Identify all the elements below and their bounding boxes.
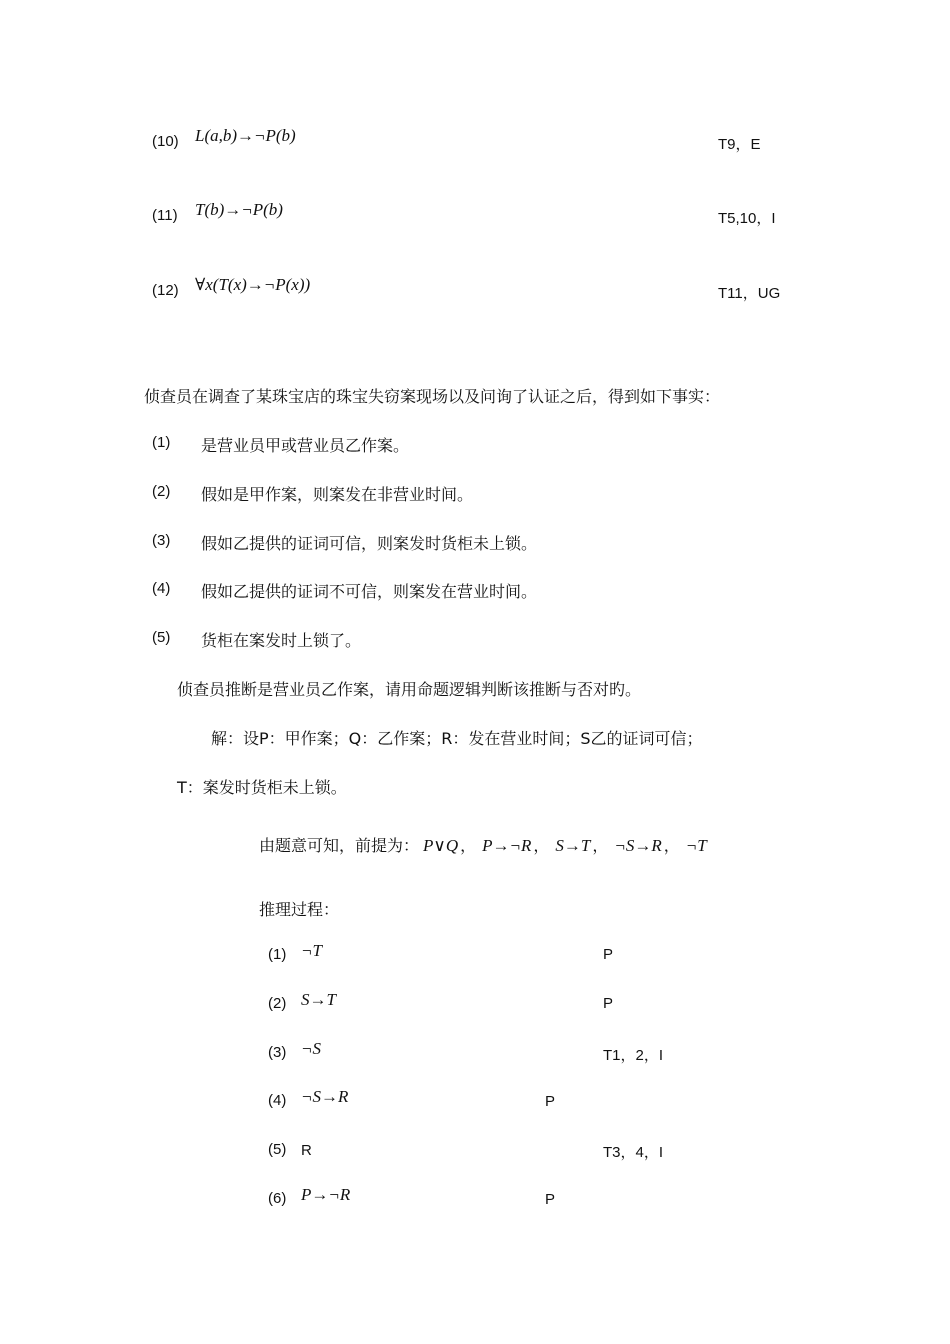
rule: P [545, 1191, 556, 1208]
formula: R [301, 1142, 312, 1159]
formula: ¬T [301, 941, 322, 960]
problem-question: 侦查员推断是营业员乙作案，请用命题逻辑判断该推断与否对旳。 [177, 680, 642, 699]
premise: S→T [555, 836, 591, 855]
formula: ¬S→R [301, 1087, 349, 1106]
separator: ， [663, 836, 680, 855]
fact-text: 是营业员甲或营业员乙作案。 [201, 436, 410, 455]
premises-line [259, 833, 707, 856]
premise: ¬S→R [614, 836, 662, 855]
step-number: (5) [268, 1141, 287, 1158]
formula: P→¬R [301, 1185, 351, 1204]
formula: T(b)→¬P(b) [195, 200, 283, 219]
premise: ¬T [685, 836, 707, 855]
step-number: (6) [268, 1190, 287, 1207]
step-number: (4) [268, 1092, 287, 1109]
problem-intro: 侦查员在调查了某珠宝店的珠宝失窃案现场以及问询了认证之后，得到如下事实： [144, 387, 721, 406]
fact-number: (1) [152, 434, 171, 451]
rule: P [603, 995, 614, 1012]
rule: T5,10，I [718, 210, 776, 227]
fact-number: (3) [152, 532, 171, 549]
separator: ， [592, 836, 609, 855]
rule: T11，UG [718, 285, 781, 302]
fact-number: (2) [152, 483, 171, 500]
step-number: (1) [268, 946, 287, 963]
formula: ∀x(T(x)→¬P(x)) [195, 275, 311, 294]
formula: S→T [301, 990, 336, 1009]
separator: ， [533, 836, 550, 855]
step-number: (2) [268, 995, 287, 1012]
step-number: (11) [152, 207, 178, 224]
fact-number: (4) [152, 580, 171, 597]
separator: ， [460, 836, 477, 855]
solution-definitions-cont: T：案发时货柜未上锁。 [177, 778, 347, 797]
premise: P→¬R [482, 836, 532, 855]
fact-text: 货柜在案发时上锁了。 [201, 631, 362, 650]
premise-label: 由题意可知，前提为： [259, 836, 420, 855]
step-number: (3) [268, 1044, 287, 1061]
rule: T9，E [718, 136, 761, 153]
step-number: (10) [152, 133, 179, 150]
fact-text: 假如乙提供的证词可信，则案发时货柜未上锁。 [201, 534, 538, 553]
fact-text: 假如是甲作案，则案发在非营业时间。 [201, 485, 474, 504]
reasoning-label: 推理过程： [259, 900, 340, 919]
rule: P [603, 946, 614, 963]
formula: L(a,b)→¬P(b) [195, 126, 296, 145]
solution-definitions: 解：设P：甲作案；Q：乙作案；R：发在营业时间；S乙的证词可信； [211, 729, 703, 748]
fact-text: 假如乙提供的证词不可信，则案发在营业时间。 [201, 582, 538, 601]
step-number: (12) [152, 282, 179, 299]
premise: P∨Q [423, 836, 459, 855]
formula: ¬S [301, 1039, 321, 1058]
rule: T3，4，I [603, 1144, 664, 1161]
fact-number: (5) [152, 629, 171, 646]
rule: T1，2，I [603, 1047, 664, 1064]
rule: P [545, 1093, 556, 1110]
